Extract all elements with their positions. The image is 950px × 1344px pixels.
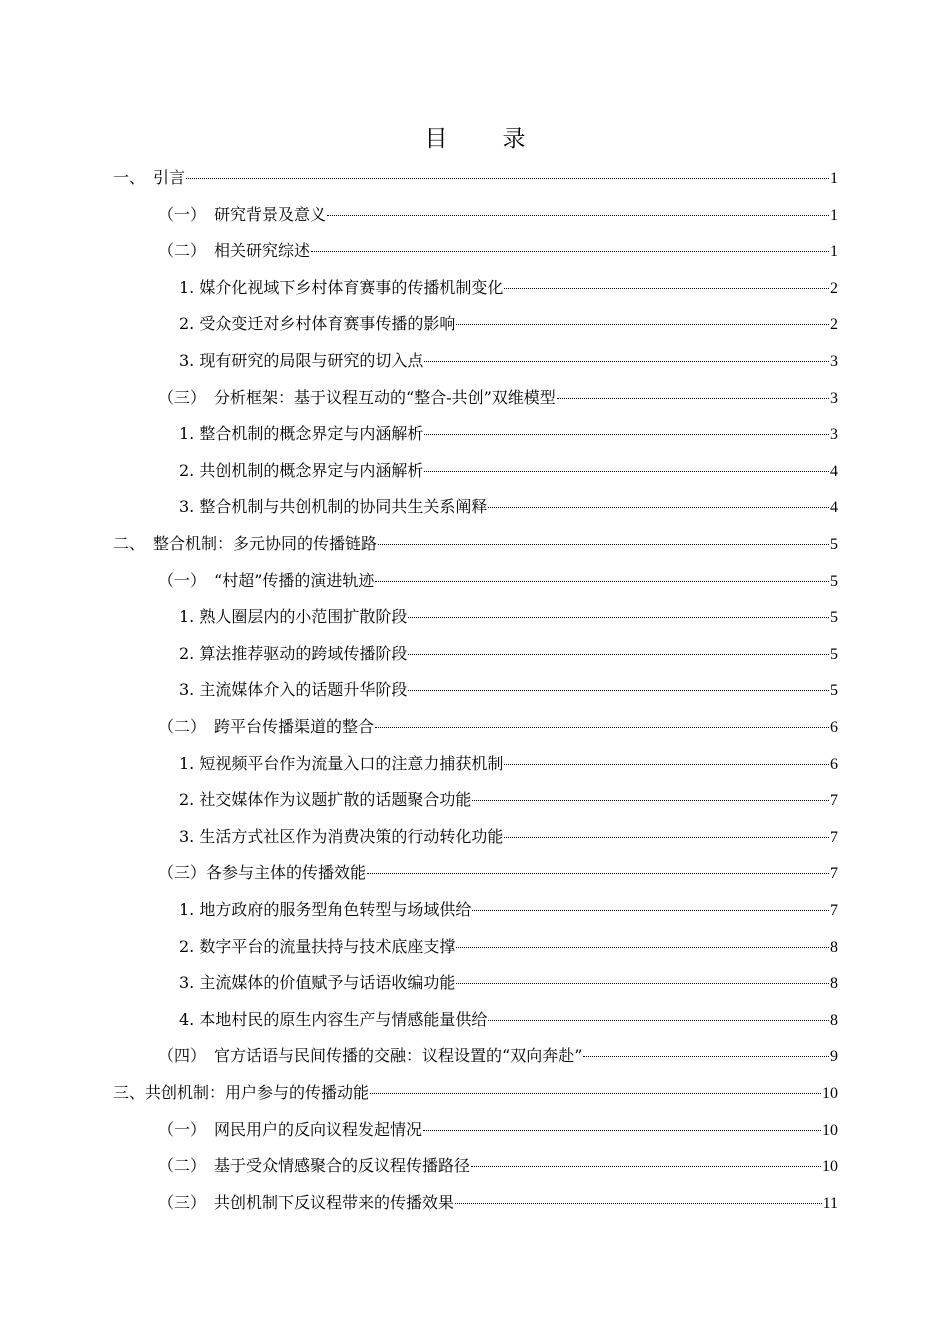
toc-entry-page: 2 <box>830 279 838 297</box>
toc-entry-number: 1. <box>179 277 200 297</box>
toc-entry[interactable] <box>113 526 838 562</box>
toc-entry-number: （一） <box>158 1119 215 1139</box>
toc-entry-page: 3 <box>830 389 838 407</box>
toc-entry-title: 基于受众情感聚合的反议程传播路径 <box>214 1156 471 1176</box>
toc-dot-leader <box>186 177 829 179</box>
toc-dot-leader <box>375 726 829 728</box>
toc-entry[interactable] <box>158 1112 838 1148</box>
toc-entry[interactable] <box>179 599 838 635</box>
toc-entry-title: 受众变迁对乡村体育赛事传播的影响 <box>199 314 456 334</box>
toc-entry-number: 3. <box>179 497 200 517</box>
toc-entry-page: 8 <box>830 1011 838 1029</box>
toc-dot-leader <box>504 763 829 765</box>
toc-entry-title: 社交媒体作为议题扩散的话题聚合功能 <box>199 790 472 810</box>
toc-dot-leader <box>423 1129 821 1131</box>
toc-entry-page: 5 <box>830 609 838 627</box>
toc-dot-leader <box>367 872 829 874</box>
toc-entry[interactable] <box>179 416 838 452</box>
toc-entry[interactable] <box>179 270 838 306</box>
toc-entry-page: 8 <box>830 975 838 993</box>
toc-entry-number: 3. <box>179 680 200 700</box>
toc-dot-leader <box>327 214 829 216</box>
toc-dot-leader <box>488 1019 829 1021</box>
toc-entry[interactable] <box>179 343 838 379</box>
toc-entry[interactable] <box>158 380 838 416</box>
toc-entry-number: （三） <box>158 387 215 407</box>
toc-entry-number: 2. <box>179 314 200 334</box>
toc-entry-page: 10 <box>822 1121 838 1139</box>
toc-entry-title: 共创机制：用户参与的传播动能 <box>145 1083 370 1102</box>
toc-entry[interactable] <box>179 965 838 1001</box>
toc-entry-page: 4 <box>830 499 838 517</box>
toc-entry[interactable] <box>179 489 838 525</box>
toc-entry[interactable] <box>179 819 838 855</box>
toc-entry-page: 5 <box>830 572 838 590</box>
toc-entry-title: 地方政府的服务型角色转型与场域供给 <box>199 900 472 919</box>
toc-entry-title: 各参与主体的传播效能 <box>206 863 367 883</box>
toc-entry-page: 5 <box>830 682 838 700</box>
toc-dot-leader <box>408 653 829 655</box>
toc-entry-page: 4 <box>830 462 838 480</box>
toc-entry-title: 跨平台传播渠道的整合 <box>214 717 375 736</box>
toc-dot-leader <box>378 543 829 545</box>
toc-entry[interactable] <box>179 1002 838 1038</box>
toc-dot-leader <box>488 506 829 508</box>
toc-entry[interactable] <box>158 233 838 269</box>
toc-entry-number: 3. <box>179 973 200 993</box>
toc-entry-title: 本地村民的原生内容生产与情感能量供给 <box>199 1009 488 1029</box>
toc-entry-number: 1. <box>179 607 200 627</box>
toc-entry-number: 三、 <box>113 1083 146 1102</box>
toc-entry[interactable] <box>179 892 838 928</box>
toc-entry[interactable] <box>158 1185 838 1221</box>
page-title: 目 录 <box>424 126 542 152</box>
toc-dot-leader <box>408 689 829 691</box>
toc-entry-title: 引言 <box>153 168 186 187</box>
toc-entry-title: 整合机制：多元协同的传播链路 <box>153 534 378 553</box>
toc-entry[interactable] <box>179 746 838 782</box>
toc-dot-leader <box>424 360 829 362</box>
toc-entry-number: （三） <box>158 863 207 883</box>
toc-entry-number: 1. <box>179 424 200 444</box>
toc-entry[interactable] <box>158 855 838 891</box>
toc-entry-number: （一） <box>158 204 215 224</box>
toc-dot-leader <box>375 580 829 582</box>
toc-entry-page: 7 <box>830 828 838 846</box>
toc-dot-leader <box>424 470 829 472</box>
toc-entry[interactable] <box>158 1038 838 1074</box>
toc-entry-title: 熟人圈层内的小范围扩散阶段 <box>199 607 408 627</box>
toc-entry-page: 7 <box>830 902 838 919</box>
toc-dot-leader <box>424 433 829 435</box>
toc-dot-leader <box>472 799 829 801</box>
toc-dot-leader <box>557 397 829 399</box>
toc-entry-page: 1 <box>830 243 838 261</box>
toc-dot-leader <box>456 946 829 948</box>
toc-entry-number: （一） <box>158 570 215 590</box>
toc-entry-page: 3 <box>830 426 838 444</box>
toc-dot-leader <box>370 1092 821 1094</box>
toc-entry[interactable] <box>158 1148 838 1184</box>
toc-dot-leader <box>471 1165 821 1167</box>
toc-entry-title: 官方话语与民间传播的交融：议程设置的“双向奔赴” <box>214 1046 583 1066</box>
toc-entry-number: 3. <box>179 826 200 846</box>
toc-entry-title: 共创机制下反议程带来的传播效果 <box>214 1192 455 1212</box>
toc-entry-title: 共创机制的概念界定与内涵解析 <box>199 460 424 480</box>
toc-dot-leader <box>504 287 829 289</box>
toc-entry-number: （三） <box>158 1192 215 1212</box>
toc-entry-title: 研究背景及意义 <box>214 204 327 224</box>
toc-entry-number: （二） <box>158 717 215 736</box>
toc-entry-page: 5 <box>830 645 838 663</box>
toc-entry-title: 相关研究综述 <box>214 241 311 261</box>
toc-entry-title: 生活方式社区作为消费决策的行动转化功能 <box>199 826 504 846</box>
toc-dot-leader <box>408 616 829 618</box>
toc-entry-number: 2. <box>179 936 200 956</box>
toc-entry-title: 整合机制的概念界定与内涵解析 <box>199 424 424 444</box>
toc-entry-title: 现有研究的局限与研究的切入点 <box>199 351 424 370</box>
toc-entry-title: 媒介化视域下乡村体育赛事的传播机制变化 <box>199 277 504 297</box>
toc-entry-title: 主流媒体的价值赋予与话语收编功能 <box>199 973 456 993</box>
toc-dot-leader <box>456 982 829 984</box>
toc-entry[interactable] <box>158 563 838 599</box>
toc-entry[interactable] <box>113 1075 838 1111</box>
toc-entry-page: 6 <box>830 755 838 773</box>
toc-entry-number: （四） <box>158 1046 215 1066</box>
toc-entry-page: 1 <box>830 206 838 224</box>
toc-entry-title: 分析框架：基于议程互动的“整合-共创”双维模型 <box>214 387 556 407</box>
toc-dot-leader <box>311 250 829 252</box>
toc-entry-number: （二） <box>158 241 215 261</box>
toc-entry-title: 数字平台的流量扶持与技术底座支撑 <box>199 936 456 956</box>
toc-entry-number: 1. <box>179 900 200 919</box>
toc-entry[interactable] <box>179 636 838 672</box>
toc-entry-page: 7 <box>830 792 838 810</box>
toc-dot-leader <box>456 323 829 325</box>
toc-entry-title: 算法推荐驱动的跨域传播阶段 <box>199 643 408 663</box>
toc-entry-number: 二、 <box>113 534 154 553</box>
toc-entry-page: 11 <box>822 1194 838 1212</box>
toc-entry-title: 短视频平台作为流量入口的注意力捕获机制 <box>199 753 504 773</box>
toc-entry[interactable] <box>179 672 838 708</box>
toc-dot-leader <box>583 1055 829 1057</box>
toc-dot-leader <box>472 909 829 911</box>
toc-entry-number: 1. <box>179 753 200 773</box>
toc-entry-page: 5 <box>830 536 838 553</box>
toc-entry-page: 8 <box>830 938 838 956</box>
toc-entry-number: 2. <box>179 790 200 810</box>
toc-dot-leader <box>504 836 829 838</box>
toc-entry[interactable] <box>158 197 838 233</box>
toc-entry-page: 9 <box>830 1048 838 1066</box>
toc-entry-title: “村超”传播的演进轨迹 <box>214 570 375 590</box>
toc-entry-number: 4. <box>179 1009 200 1029</box>
toc-entry-number: 2. <box>179 643 200 663</box>
toc-entry-number: 2. <box>179 460 200 480</box>
toc-entry-number: 一、 <box>113 168 154 187</box>
toc-entry[interactable] <box>179 782 838 818</box>
toc-entry-page: 2 <box>830 316 838 334</box>
toc-entry-title: 网民用户的反向议程发起情况 <box>214 1119 423 1139</box>
toc-entry-page: 1 <box>830 170 838 187</box>
toc-entry-page: 6 <box>830 719 838 736</box>
toc-entry-number: （二） <box>158 1156 215 1176</box>
toc-entry[interactable] <box>179 453 838 489</box>
toc-dot-leader <box>455 1202 822 1204</box>
toc-entry-title: 整合机制与共创机制的协同共生关系阐释 <box>199 497 488 517</box>
toc-entry[interactable] <box>113 160 838 196</box>
toc-entry-title: 主流媒体介入的话题升华阶段 <box>199 680 408 700</box>
toc-entry[interactable] <box>179 929 838 965</box>
toc-entry-page: 10 <box>822 1085 838 1102</box>
toc-entry[interactable] <box>158 709 838 745</box>
toc-entry[interactable] <box>179 306 838 342</box>
toc-entry-page: 7 <box>830 865 838 883</box>
toc-entry-number: 3. <box>179 351 200 370</box>
toc-entry-page: 3 <box>830 353 838 370</box>
toc-entry-page: 10 <box>822 1158 838 1176</box>
